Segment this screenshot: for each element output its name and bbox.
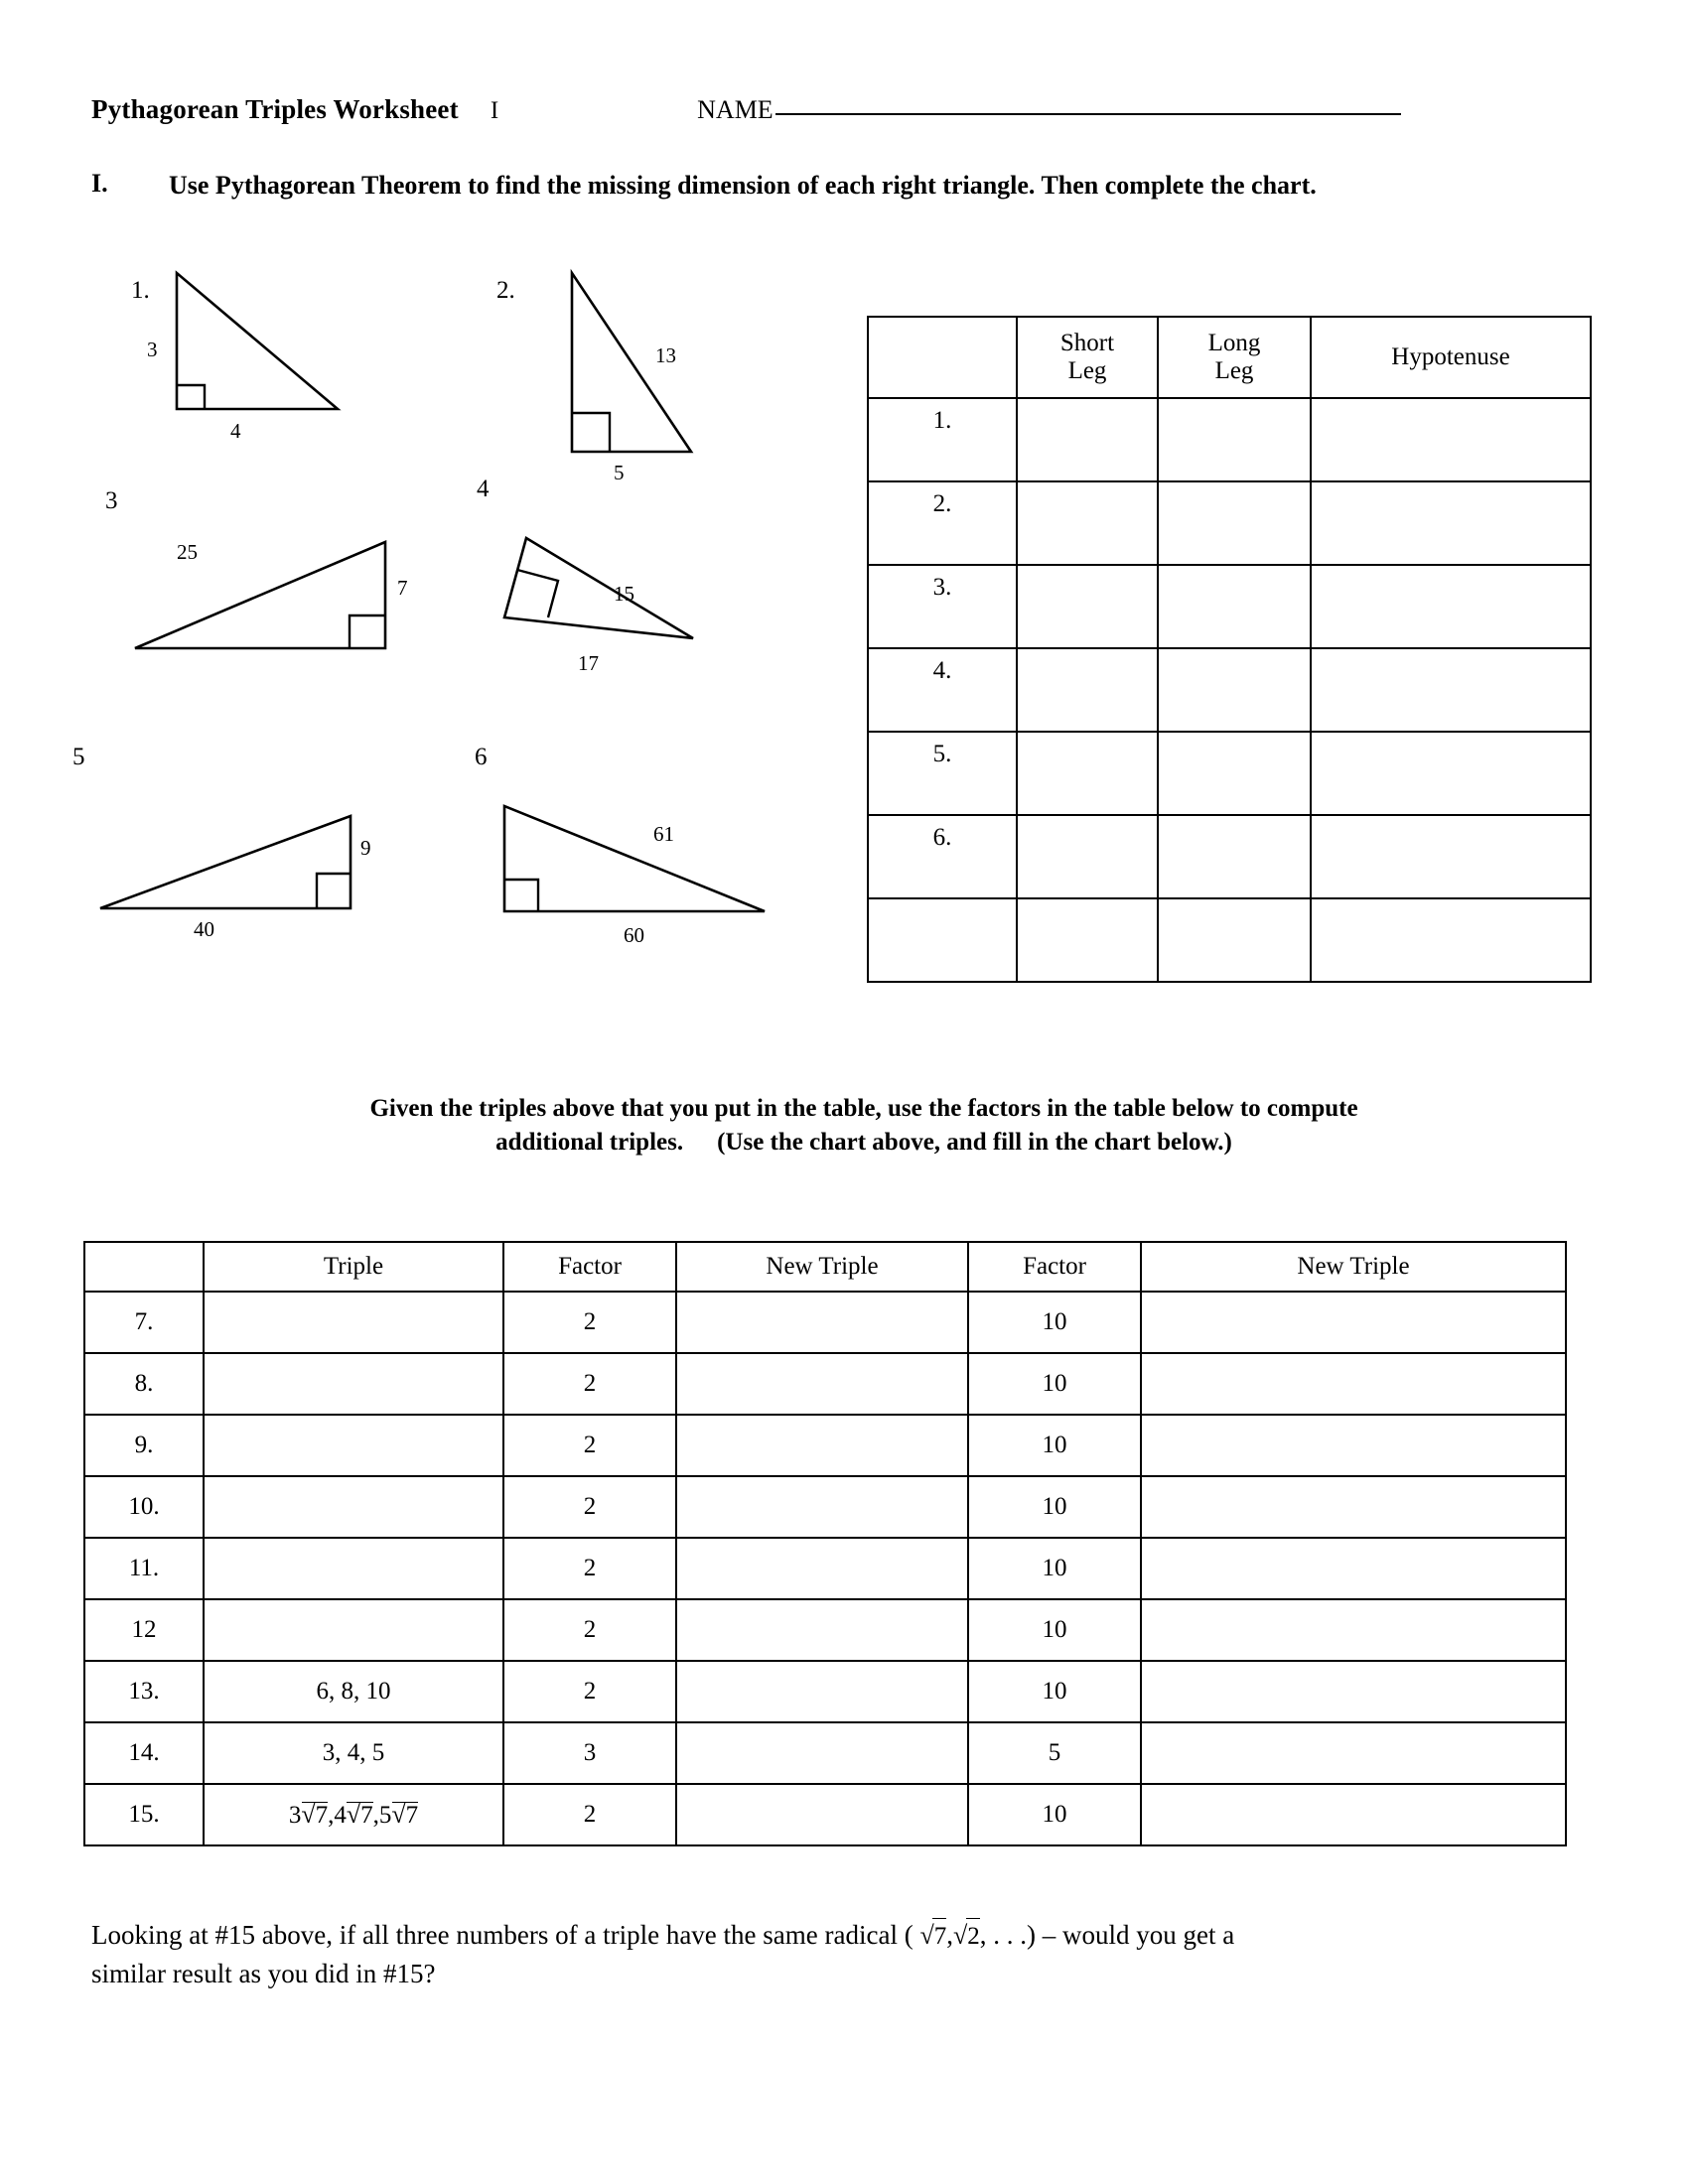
triangle-2-drawing — [566, 268, 784, 467]
cell-long-leg[interactable] — [1158, 732, 1311, 815]
cell-factor-1: 2 — [503, 1538, 676, 1599]
cell-new-triple-2[interactable] — [1141, 1353, 1566, 1415]
row-index: 2. — [868, 481, 1017, 565]
row-index: 6. — [868, 815, 1017, 898]
middle-prompt-line2b: (Use the chart above, and fill in the chart below.) — [717, 1128, 1232, 1156]
middle-prompt — [223, 1092, 1504, 1160]
row-index: 13. — [84, 1661, 204, 1722]
figure-5 — [72, 744, 422, 941]
header-long-leg-line1: Long — [1207, 330, 1261, 356]
cell-hypotenuse[interactable] — [1311, 398, 1591, 481]
figure-1-number: 1. — [131, 277, 150, 304]
cell-hypotenuse[interactable] — [1311, 898, 1591, 982]
table-row — [868, 648, 1591, 732]
cell-triple[interactable] — [204, 1353, 503, 1415]
cell-long-leg[interactable] — [1158, 898, 1311, 982]
cell-new-triple-1[interactable] — [676, 1538, 968, 1599]
table-row — [84, 1415, 1566, 1476]
cell-new-triple-2[interactable] — [1141, 1476, 1566, 1538]
comma-1: , — [328, 1802, 335, 1829]
legs-hypotenuse-table — [867, 316, 1592, 983]
header-short-leg-line2: Leg — [1067, 357, 1107, 384]
cell-triple[interactable] — [204, 1599, 503, 1661]
triangle-figures — [0, 268, 854, 1062]
radical-bar — [392, 1802, 418, 1803]
cell-hypotenuse[interactable] — [1311, 648, 1591, 732]
table-row — [868, 898, 1591, 982]
radical-term-a — [289, 1800, 328, 1830]
worksheet-part-label: I — [490, 97, 499, 124]
cell-long-leg[interactable] — [1158, 398, 1311, 481]
triangle-4-drawing — [496, 514, 794, 673]
middle-prompt-line2a: additional triples. — [495, 1128, 684, 1156]
figure-3-hypotenuse-label: 25 — [177, 540, 198, 564]
figure-5-number: 5 — [72, 744, 85, 770]
header-blank — [84, 1242, 204, 1292]
cell-new-triple-1[interactable] — [676, 1661, 968, 1722]
cell-triple[interactable]: 3, 4, 5 — [204, 1722, 503, 1784]
closing-text-part1: Looking at #15 above, if all three numbers of a triple have the same radical ( — [91, 1920, 920, 1950]
figure-2-number: 2. — [496, 277, 515, 304]
cell-short-leg[interactable] — [1017, 815, 1158, 898]
cell-new-triple-2[interactable] — [1141, 1599, 1566, 1661]
cell-new-triple-2[interactable] — [1141, 1784, 1566, 1845]
closing-text-part2: , . . .) – would you get a — [979, 1920, 1235, 1950]
cell-short-leg[interactable] — [1017, 898, 1158, 982]
cell-factor-2: 10 — [968, 1784, 1141, 1845]
header-new-triple-1: New Triple — [676, 1242, 968, 1292]
radical-term-b — [334, 1800, 372, 1830]
cell-factor-2: 10 — [968, 1353, 1141, 1415]
radicand-a: 7 — [315, 1802, 329, 1829]
table-row — [84, 1661, 1566, 1722]
figure-3-leg-label: 7 — [397, 576, 408, 600]
triples-factors-table — [83, 1241, 1567, 1846]
radicand-c: 7 — [405, 1802, 419, 1829]
name-input-line[interactable] — [775, 112, 1401, 115]
cell-new-triple-1[interactable] — [676, 1353, 968, 1415]
cell-new-triple-2[interactable] — [1141, 1538, 1566, 1599]
cell-factor-1: 2 — [503, 1476, 676, 1538]
radicand-2: 2 — [967, 1923, 980, 1950]
cell-long-leg[interactable] — [1158, 648, 1311, 732]
row-index: 14. — [84, 1722, 204, 1784]
cell-long-leg[interactable] — [1158, 815, 1311, 898]
radical-sqrt-7 — [919, 1916, 946, 1955]
header-blank — [868, 317, 1017, 398]
triangle-1-drawing — [169, 268, 417, 427]
section-one-text: Use Pythagorean Theorem to find the missing dimension of each right triangle. Then complete the chart. — [169, 171, 1317, 200]
cell-hypotenuse[interactable] — [1311, 732, 1591, 815]
figure-4-hypotenuse-label: 17 — [578, 651, 599, 675]
radical-bar — [347, 1802, 372, 1803]
cell-hypotenuse[interactable] — [1311, 481, 1591, 565]
figure-1-leg-a-label: 3 — [147, 338, 158, 361]
cell-hypotenuse[interactable] — [1311, 815, 1591, 898]
header-factor-2: Factor — [968, 1242, 1141, 1292]
header-long-leg — [1158, 317, 1311, 398]
radical-term-c — [379, 1800, 418, 1830]
section-one-instructions — [91, 169, 1571, 203]
cell-new-triple-1[interactable] — [676, 1722, 968, 1784]
cell-short-leg[interactable] — [1017, 398, 1158, 481]
cell-new-triple-1[interactable] — [676, 1415, 968, 1476]
header-factor-1: Factor — [503, 1242, 676, 1292]
cell-triple[interactable] — [204, 1538, 503, 1599]
cell-new-triple-2[interactable] — [1141, 1415, 1566, 1476]
comma-sep: , — [946, 1920, 953, 1950]
cell-factor-2: 10 — [968, 1599, 1141, 1661]
cell-short-leg[interactable] — [1017, 732, 1158, 815]
table-row — [868, 732, 1591, 815]
header-triple: Triple — [204, 1242, 503, 1292]
triangle-5-drawing — [94, 784, 372, 933]
table-row — [84, 1784, 1566, 1845]
triangle-6-drawing — [496, 784, 784, 933]
cell-factor-2: 10 — [968, 1538, 1141, 1599]
radical-coefficient-b: 4 — [334, 1802, 347, 1829]
cell-short-leg[interactable] — [1017, 565, 1158, 648]
row-index: 3. — [868, 565, 1017, 648]
figure-5-leg-label: 9 — [360, 836, 371, 860]
cell-factor-1: 2 — [503, 1353, 676, 1415]
cell-new-triple-1[interactable] — [676, 1292, 968, 1353]
table-row — [84, 1599, 1566, 1661]
row-index: 15. — [84, 1784, 204, 1845]
figure-4 — [477, 476, 824, 677]
row-index: 7. — [84, 1292, 204, 1353]
cell-factor-1: 2 — [503, 1415, 676, 1476]
cell-triple[interactable] — [204, 1292, 503, 1353]
cell-new-triple-1[interactable] — [676, 1476, 968, 1538]
cell-short-leg[interactable] — [1017, 648, 1158, 732]
figure-4-leg-label: 15 — [614, 582, 634, 606]
table-row — [868, 815, 1591, 898]
row-index: 4. — [868, 648, 1017, 732]
table-row — [84, 1292, 1566, 1353]
row-index — [868, 898, 1017, 982]
figure-2-hypotenuse-label: 13 — [655, 343, 676, 367]
cell-long-leg[interactable] — [1158, 481, 1311, 565]
row-index: 11. — [84, 1538, 204, 1599]
radicand-7: 7 — [933, 1923, 947, 1950]
row-index: 9. — [84, 1415, 204, 1476]
page-title: Pythagorean Triples Worksheet — [91, 94, 459, 124]
figure-2 — [496, 268, 824, 486]
table-row — [868, 565, 1591, 648]
cell-new-triple-2[interactable] — [1141, 1661, 1566, 1722]
radical-symbol: √ — [952, 1921, 968, 1950]
cell-factor-2: 10 — [968, 1476, 1141, 1538]
cell-factor-2: 5 — [968, 1722, 1141, 1784]
name-field-group — [697, 95, 1401, 125]
cell-factor-2: 10 — [968, 1661, 1141, 1722]
radical-sqrt-2 — [953, 1916, 980, 1955]
section-one-number: I. — [91, 169, 108, 198]
cell-factor-1: 2 — [503, 1784, 676, 1845]
middle-prompt-line1: Given the triples above that you put in the table, use the factors in the table below to compute — [369, 1095, 1358, 1122]
figure-6-base-label: 60 — [624, 923, 644, 947]
radical-bar — [302, 1802, 328, 1803]
table-header-row — [84, 1242, 1566, 1292]
cell-factor-1: 3 — [503, 1722, 676, 1784]
table-row — [84, 1353, 1566, 1415]
table-row — [84, 1538, 1566, 1599]
row-index: 10. — [84, 1476, 204, 1538]
row-index: 8. — [84, 1353, 204, 1415]
cell-factor-2: 10 — [968, 1415, 1141, 1476]
cell-triple[interactable] — [204, 1476, 503, 1538]
radical-bar — [932, 1918, 946, 1919]
header-new-triple-2: New Triple — [1141, 1242, 1566, 1292]
row-index: 5. — [868, 732, 1017, 815]
radicand-b: 7 — [360, 1802, 373, 1829]
header-long-leg-line2: Leg — [1214, 357, 1254, 384]
triangle-3-drawing — [129, 524, 407, 673]
cell-short-leg[interactable] — [1017, 481, 1158, 565]
cell-triple[interactable]: 6, 8, 10 — [204, 1661, 503, 1722]
cell-new-triple-2[interactable] — [1141, 1292, 1566, 1353]
radical-symbol: √ — [391, 1800, 406, 1829]
radical-coefficient-a: 3 — [288, 1802, 302, 1829]
closing-question — [91, 1916, 1521, 1992]
closing-text-line2: similar result as you did in #15? — [91, 1958, 436, 1988]
cell-factor-1: 2 — [503, 1292, 676, 1353]
name-label: NAME — [697, 95, 774, 124]
figure-1 — [131, 268, 427, 457]
header-short-leg-line1: Short — [1059, 330, 1115, 356]
figure-6-hypotenuse-label: 61 — [653, 822, 674, 846]
figure-2-base-label: 5 — [614, 461, 625, 484]
cell-triple[interactable] — [204, 1415, 503, 1476]
cell-new-triple-2[interactable] — [1141, 1722, 1566, 1784]
radical-symbol: √ — [346, 1800, 361, 1829]
cell-long-leg[interactable] — [1158, 565, 1311, 648]
table-row — [84, 1722, 1566, 1784]
cell-factor-1: 2 — [503, 1599, 676, 1661]
figure-1-leg-b-label: 4 — [230, 419, 241, 443]
table-row — [868, 481, 1591, 565]
row-index: 12 — [84, 1599, 204, 1661]
figure-4-number: 4 — [477, 476, 490, 502]
radical-symbol: √ — [301, 1800, 316, 1829]
cell-new-triple-1[interactable] — [676, 1599, 968, 1661]
worksheet-header — [91, 94, 1601, 125]
comma-2: , — [372, 1802, 379, 1829]
radical-bar — [966, 1918, 980, 1919]
figure-6-number: 6 — [475, 744, 488, 770]
figure-3-number: 3 — [105, 487, 118, 514]
table-header-row — [868, 317, 1591, 398]
figure-6 — [475, 744, 824, 947]
cell-triple-radical[interactable] — [204, 1784, 503, 1845]
table-row — [868, 398, 1591, 481]
header-hypotenuse: Hypotenuse — [1311, 317, 1591, 398]
row-index: 1. — [868, 398, 1017, 481]
table-row — [84, 1476, 1566, 1538]
cell-factor-2: 10 — [968, 1292, 1141, 1353]
header-short-leg — [1017, 317, 1158, 398]
figure-5-base-label: 40 — [194, 917, 214, 941]
cell-new-triple-1[interactable] — [676, 1784, 968, 1845]
radical-symbol: √ — [919, 1921, 934, 1950]
cell-factor-1: 2 — [503, 1661, 676, 1722]
radical-coefficient-c: 5 — [378, 1802, 392, 1829]
cell-hypotenuse[interactable] — [1311, 565, 1591, 648]
figure-3 — [105, 487, 457, 675]
